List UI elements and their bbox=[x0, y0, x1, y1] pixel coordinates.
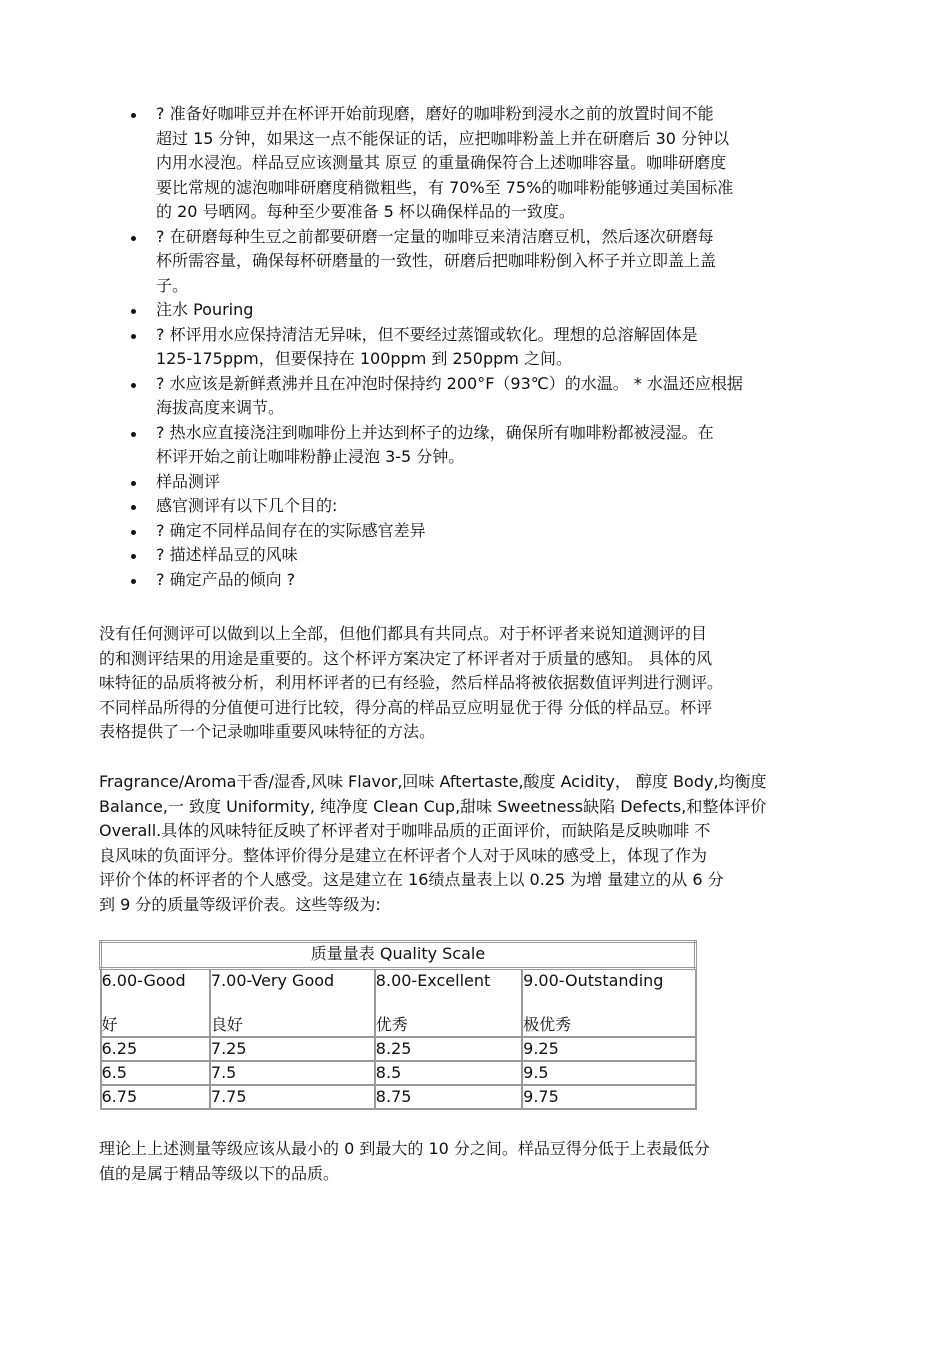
attributes-paragraph: Fragrance/Aroma干香/湿香,风味 Flavor,回味 Aftertaste,酸度 Acidity， 醇度 Body,均衡度 Balance,一 致度 Uniformity, 纯净度 Clean Cup,甜味 Sweetness缺陷 Defects,和整体评价 Overall.具体的风味特征反映了杯评者对于咖啡品质的正面评价，而缺陷是反映咖啡 不 良风味的负面评分。整体评价得分是建立在杯评者个人对于风味的感受上，体现了作为 评价个体的杯评者的个人感受。这是建立在 16绩点量表上以 0.25 为增 量建立的从 6 分 到 9 分的质量等级评价表。这些等级为: bbox=[99, 772, 767, 914]
table-cell: 7.5 bbox=[210, 1061, 375, 1085]
header-cell: 9.00-Outstanding 极优秀 bbox=[522, 969, 695, 1038]
table-header-row bbox=[101, 969, 696, 1038]
table-cell: 6.5 bbox=[101, 1061, 210, 1085]
cupping-procedure-list bbox=[128, 102, 828, 592]
table-row bbox=[101, 1085, 696, 1109]
table-cell: 9.25 bbox=[522, 1037, 695, 1061]
list-item: ? 热水应直接浇注到咖啡份上并达到杯子的边缘，确保所有咖啡粉都被浸湿。在 杯评开始之前让咖啡粉静止浸泡 3-5 分钟。 bbox=[128, 421, 828, 470]
evaluation-paragraph: 没有任何测评可以做到以上全部，但他们都具有共同点。对于杯评者来说知道测评的目 的和测评结果的用途是重要的。这个杯评方案决定了杯评者对于质量的感知。 具体的风 味特征的品质将被分析，利用杯评者的已有经验，然后样品将被依据数值评判进行测评。 不同样品所得的分值便可进行比较，得分高的样品豆应明显优于得 分低的样品豆。杯评 表格提供了一个记录咖啡重要风味特征的方法。 bbox=[99, 624, 724, 741]
quality-scale-table bbox=[99, 940, 697, 1110]
table-cell: 6.25 bbox=[101, 1037, 210, 1061]
table-row bbox=[101, 1037, 696, 1061]
list-item: ? 确定产品的倾向 ? bbox=[128, 568, 828, 593]
table-cell: 9.5 bbox=[522, 1061, 695, 1085]
list-item: 感官测评有以下几个目的: bbox=[128, 494, 828, 519]
table-title: 质量量表 Quality Scale bbox=[101, 942, 696, 969]
header-cell: 8.00-Excellent 优秀 bbox=[375, 969, 522, 1038]
list-item: ? 杯评用水应保持清洁无异味，但不要经过蒸馏或软化。理想的总溶解固体是 125-175ppm，但要保持在 100ppm 到 250ppm 之间。 bbox=[128, 323, 828, 372]
table-cell: 6.75 bbox=[101, 1085, 210, 1109]
list-item: 注水 Pouring bbox=[128, 298, 828, 323]
table-cell: 9.75 bbox=[522, 1085, 695, 1109]
header-cell: 7.00-Very Good 良好 bbox=[210, 969, 375, 1038]
table-cell: 8.75 bbox=[375, 1085, 522, 1109]
list-item: ? 描述样品豆的风味 bbox=[128, 543, 828, 568]
table-cell: 8.25 bbox=[375, 1037, 522, 1061]
table-row bbox=[101, 1061, 696, 1085]
table-cell: 8.5 bbox=[375, 1061, 522, 1085]
list-item: ? 在研磨每种生豆之前都要研磨一定量的咖啡豆来清洁磨豆机，然后逐次研磨每 杯所需容量，确保每杯研磨量的一致性，研磨后把咖啡粉倒入杯子并立即盖上盖 子。 bbox=[128, 225, 828, 299]
table-cell: 7.25 bbox=[210, 1037, 375, 1061]
header-cell: 6.00-Good 好 bbox=[101, 969, 210, 1038]
table-cell: 7.75 bbox=[210, 1085, 375, 1109]
conclusion-paragraph: 理论上上述测量等级应该从最小的 0 到最大的 10 分之间。样品豆得分低于上表最低分 值的是属于精品等级以下的品质。 bbox=[99, 1139, 710, 1183]
list-item: ? 确定不同样品间存在的实际感官差异 bbox=[128, 519, 828, 544]
list-item: ? 水应该是新鲜煮沸并且在冲泡时保持约 200°F（93℃）的水温。 * 水温还应根据 海拔高度来调节。 bbox=[128, 372, 828, 421]
list-item: ? 准备好咖啡豆并在杯评开始前现磨，磨好的咖啡粉到浸水之前的放置时间不能 超过 15 分钟，如果这一点不能保证的话，应把咖啡粉盖上并在研磨后 30 分钟以 内用水浸泡。样品豆应该测量其 原豆 的重量确保符合上述咖啡容量。咖啡研磨度 要比常规的滤泡咖啡研磨度稍微粗些，有 70%至 75%的咖啡粉能够通过美国标准 的 20 号晒网。每种至少要准备 5 杯以确保样品的一致度。 bbox=[128, 102, 828, 225]
list-item: 样品测评 bbox=[128, 470, 828, 495]
